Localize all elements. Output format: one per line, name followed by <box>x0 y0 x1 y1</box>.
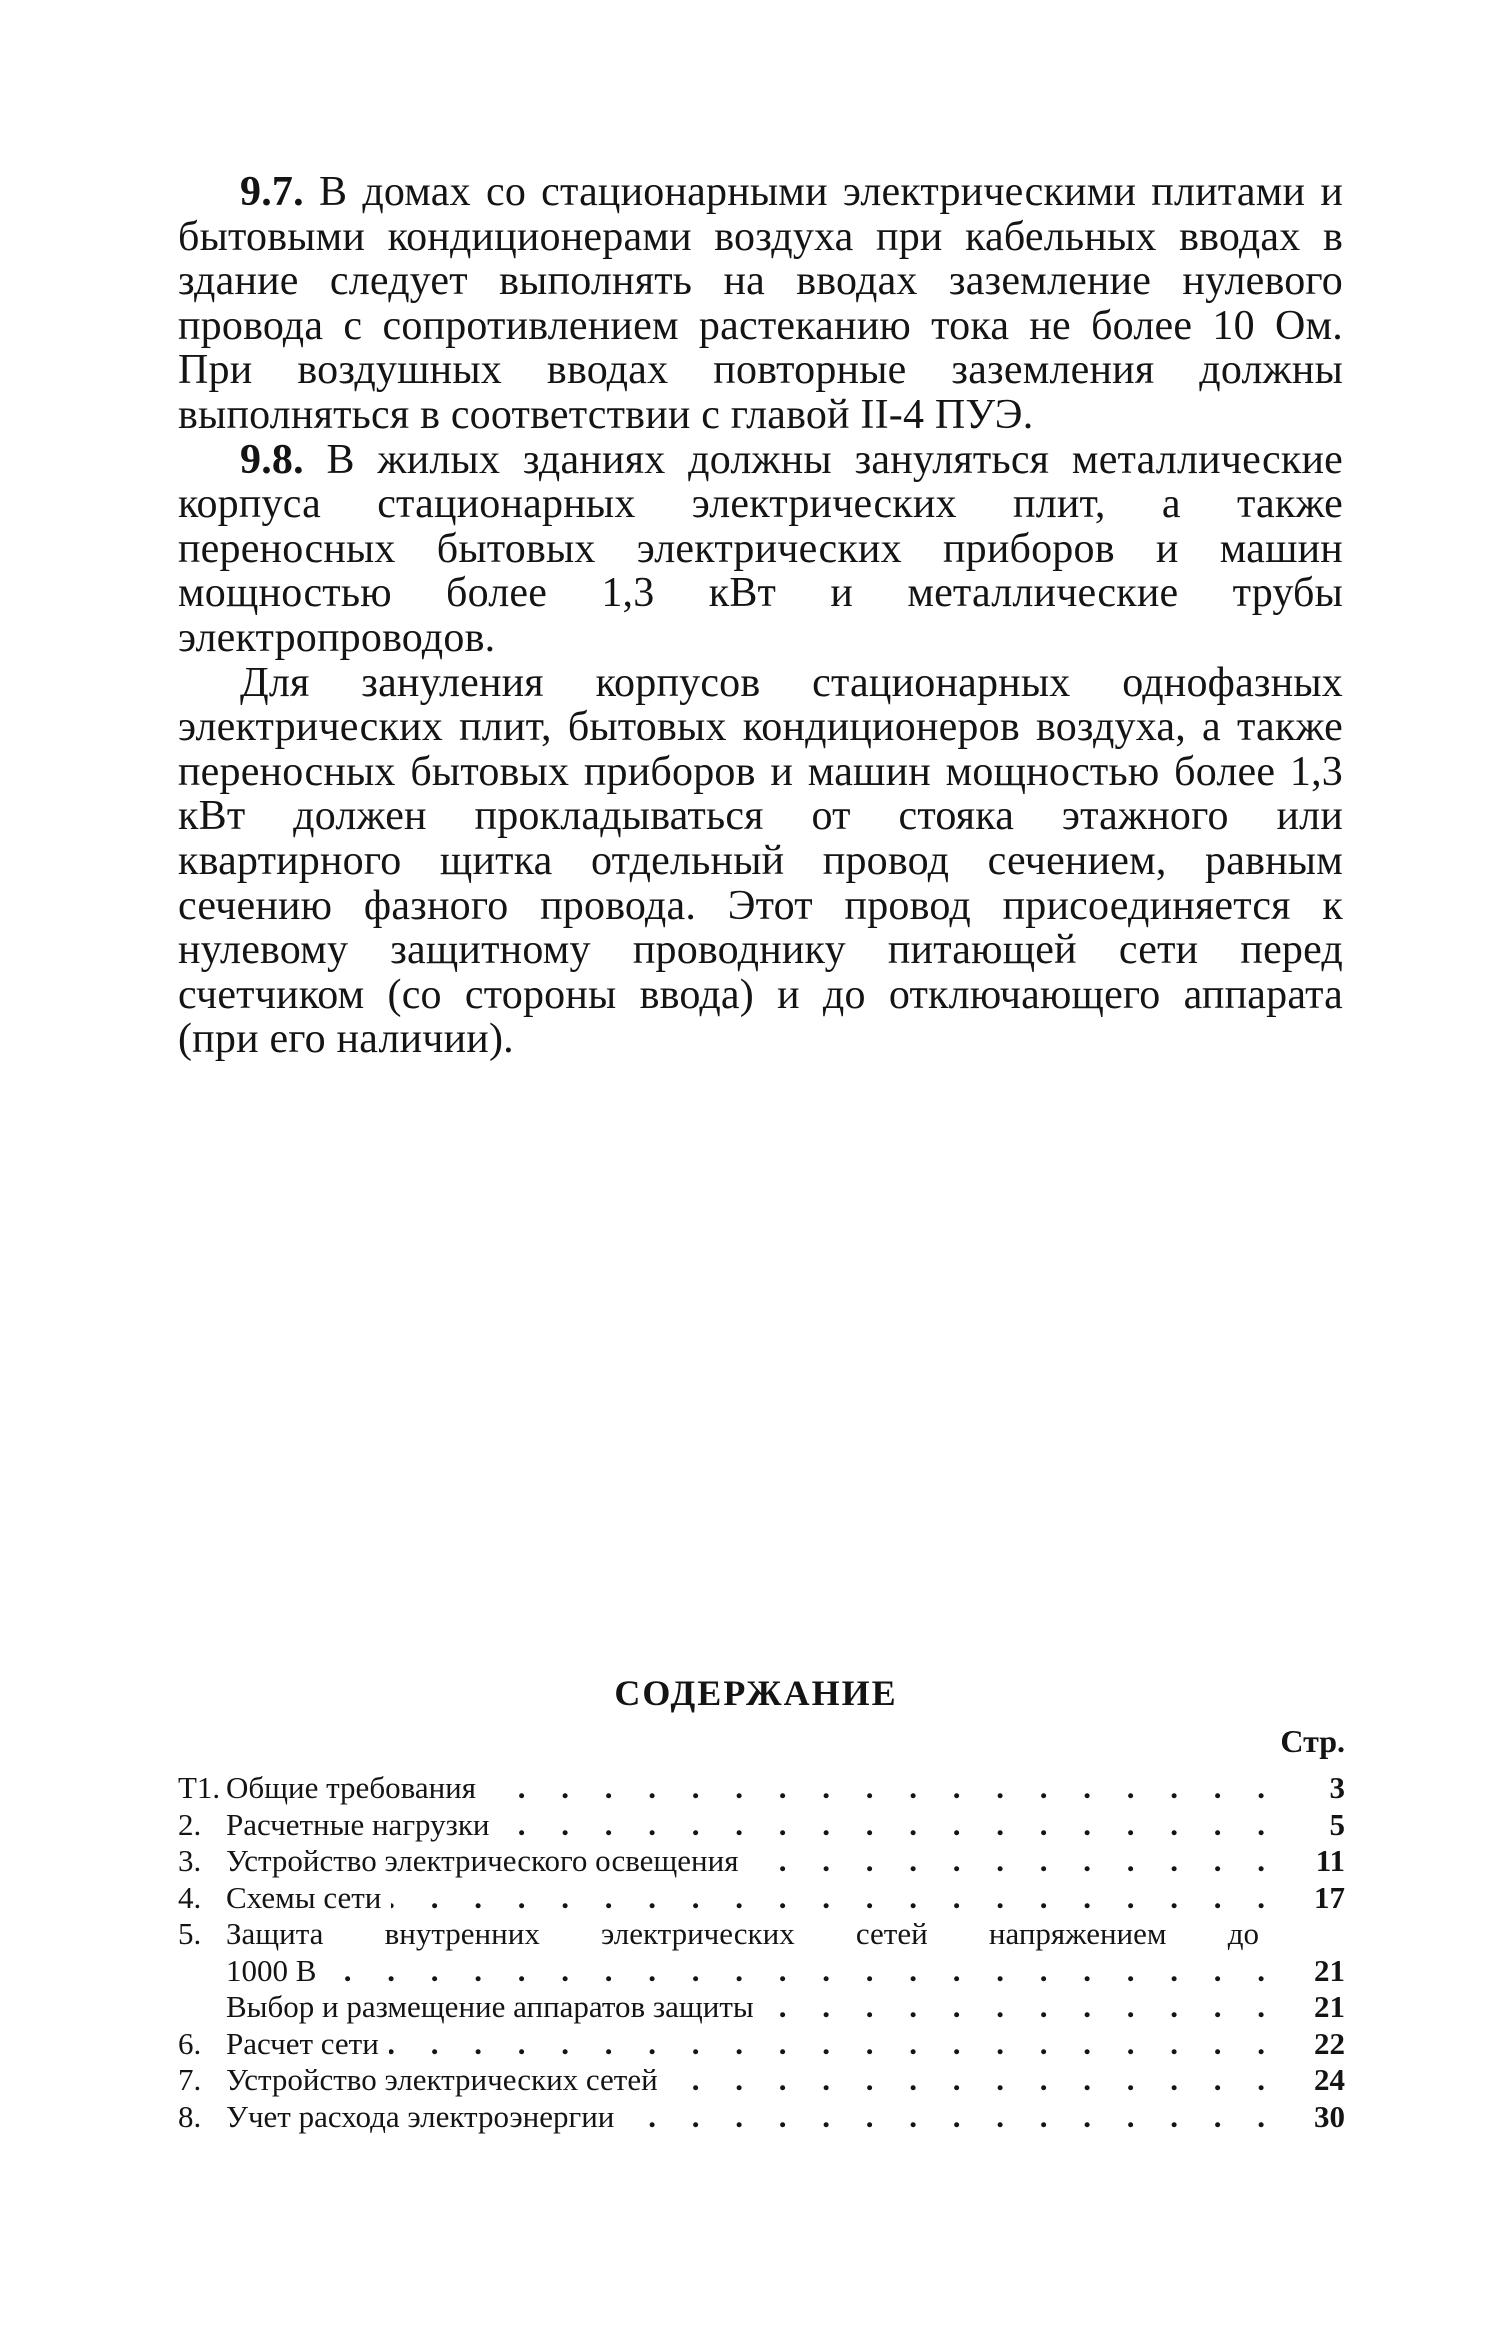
toc-entry-number: 3. <box>178 1843 202 1878</box>
paragraph-text: Для зануления корпусов стационарных однофазных электрических плит, бытовых кондиционеров воздуха, а также переносных бытовых приборов и машин мощностью более 1,3 кВт должен прокладываться от стояка этажного или квартирного щитка отдельный провод сечением, равным сечению фазного провода. Этот провод присоединяется к нулевому защитному проводнику питающей сети перед счетчиком (со стороны ввода) и до отключающего аппарата (при его наличии). <box>178 659 1343 1063</box>
toc-entry-label: Устройство электрического освещения <box>226 1843 739 1878</box>
toc-entry-label: Расчетные нагрузки <box>226 1806 490 1842</box>
toc-entry-label: Устройство электрических сетей <box>226 2062 658 2097</box>
toc-leader-dots <box>486 1770 1279 1807</box>
toc-entry[interactable] <box>178 2026 1345 2063</box>
toc-entry-label: Общие требования <box>226 1770 477 1805</box>
contents-title: СОДЕРЖАНИЕ <box>614 1673 898 1713</box>
toc-entry[interactable] <box>178 2099 1345 2136</box>
paragraph-number: 9.8. <box>240 436 304 483</box>
toc-entry-label: Выбор и размещение аппаратов защиты <box>226 1989 754 2024</box>
toc-entry-number: Т1. <box>178 1770 221 1805</box>
toc-leader-dots <box>326 1953 1279 1990</box>
toc-entry[interactable] <box>178 1807 1345 1844</box>
toc-entry-number: 6. <box>178 2025 202 2061</box>
toc-entry-label: Схемы сети <box>226 1879 382 1915</box>
toc-leader-dots <box>624 2099 1279 2136</box>
toc-entry[interactable] <box>178 1770 1345 1807</box>
toc-entry-page: 17 <box>1314 1879 1345 1915</box>
toc-leader-dots <box>391 1880 1279 1917</box>
toc-entry[interactable] <box>178 1843 1345 1880</box>
toc-entry-page: 21 <box>1314 1952 1345 1988</box>
table-of-contents <box>178 1770 1345 2135</box>
toc-leader-dots <box>749 1843 1280 1880</box>
toc-entry-label: Расчет сети <box>226 2025 379 2061</box>
paragraph-number: 9.7. <box>240 169 304 215</box>
paragraph-grounding-wire <box>178 661 1343 1062</box>
toc-entry-page: 22 <box>1314 2025 1345 2061</box>
toc-entry-page: 21 <box>1314 1989 1345 2024</box>
paragraph-9-8 <box>178 438 1343 661</box>
toc-leader-dots <box>764 1989 1279 2026</box>
body-text <box>178 170 1343 1062</box>
toc-entry-label: Защита внутренних электрических сетей напряжением до <box>226 1916 1259 1951</box>
toc-leader-dots <box>500 1807 1279 1844</box>
toc-entry-page: 11 <box>1315 1843 1345 1878</box>
toc-entry-page: 30 <box>1314 2098 1345 2134</box>
toc-entry-label: Учет расхода электроэнергии <box>226 2098 615 2134</box>
toc-entry-number: 5. <box>178 1916 202 1951</box>
toc-leader-dots <box>389 2026 1279 2063</box>
toc-entry-page: 3 <box>1329 1770 1345 1805</box>
toc-entry-number: 8. <box>178 2098 202 2134</box>
toc-entry[interactable] <box>178 1916 1345 1953</box>
toc-entry[interactable] <box>178 1953 1345 1990</box>
toc-entry-page: 24 <box>1314 2062 1345 2097</box>
paragraph-text: В домах со стационарными электрическими плитами и бытовыми кондиционерами воздуха при кабельных вводах в здание следует выполнять на вводах заземление нулевого провода с сопротивлением растеканию тока не более 10 Ом. При воздушных вводах повторные заземления должны выполняться в соответствии с главой II-4 ПУЭ. <box>178 169 1343 438</box>
toc-entry[interactable] <box>178 1880 1345 1917</box>
toc-entry-label: 1000 В <box>226 1952 317 1988</box>
toc-entry-number: 2. <box>178 1806 202 1842</box>
toc-entry-number: 4. <box>178 1879 202 1915</box>
paragraph-9-7 <box>178 170 1343 438</box>
contents-page-header: Стр. <box>1280 1723 1345 1759</box>
paragraph-text: В жилых зданиях должны зануляться металлические корпуса стационарных электрических плит, а также переносных бытовых электрических приборов и машин мощностью более 1,3 кВт и металлические трубы электропроводов. <box>178 436 1343 661</box>
toc-leader-dots <box>668 2062 1279 2099</box>
toc-entry-page: 5 <box>1329 1806 1345 1842</box>
toc-entry[interactable] <box>178 2062 1345 2099</box>
toc-entry[interactable] <box>178 1989 1345 2026</box>
toc-entry-number: 7. <box>178 2062 202 2097</box>
